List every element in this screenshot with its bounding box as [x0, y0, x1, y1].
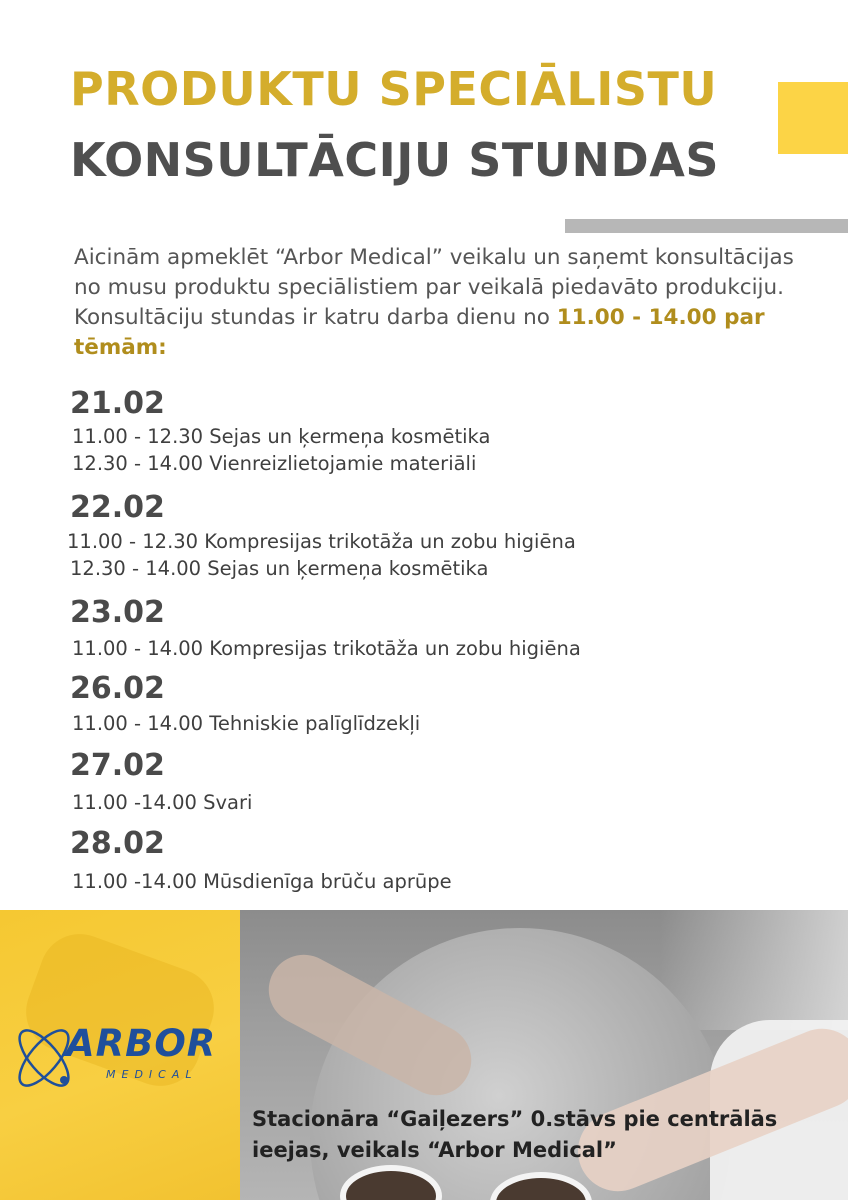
time-slot: 11.00 -14.00 Svari: [72, 791, 253, 814]
logo-subtitle: MEDICAL: [106, 1068, 198, 1081]
intro-highlight: 11.00 - 14.00 par tēmām:: [74, 305, 765, 360]
date-heading: 28.02: [70, 826, 165, 861]
logo-name: ARBOR: [66, 1022, 217, 1065]
intro-text: Aicinām apmeklēt “Arbor Medical” veikalu un saņemt konsultācijas no musu produktu speciālistiem par veikalā piedavāto produkciju. Konsultāciju stundas ir katru darba dienu no: [74, 245, 794, 330]
time-slot: 12.30 - 14.00 Sejas un ķermeņa kosmētika: [70, 557, 489, 580]
date-heading: 22.02: [70, 490, 165, 525]
time-slot: 11.00 - 12.30 Sejas un ķermeņa kosmētika: [72, 425, 491, 448]
time-slot: 11.00 - 12.30 Kompresijas trikotāža un zobu higiēna: [67, 530, 576, 553]
date-heading: 26.02: [70, 671, 165, 706]
title-line-1: PRODUKTU SPECIĀLISTU: [70, 62, 718, 116]
date-heading: 23.02: [70, 595, 165, 630]
date-heading: 21.02: [70, 386, 165, 421]
location-line-2: ieejas, veikals “Arbor Medical”: [252, 1138, 617, 1162]
date-heading: 27.02: [70, 748, 165, 783]
logo-orbit-icon: [14, 1018, 74, 1098]
time-slot: 12.30 - 14.00 Vienreizlietojamie materiāli: [72, 452, 477, 475]
location-text: [252, 1104, 842, 1166]
time-slot: 11.00 -14.00 Mūsdienīga brūču aprūpe: [72, 870, 452, 893]
decorative-yellow-square: [778, 82, 848, 154]
title-line-2: KONSULTĀCIJU STUNDAS: [70, 133, 719, 187]
time-slot: 11.00 - 14.00 Tehniskie palīglīdzekļi: [72, 712, 421, 735]
arbor-medical-logo: [14, 1018, 234, 1098]
decorative-gray-bar: [565, 219, 848, 233]
intro-paragraph: [74, 243, 794, 363]
location-line-1: Stacionāra “Gaiļezers” 0.stāvs pie centrālās: [252, 1107, 778, 1131]
time-slot: 11.00 - 14.00 Kompresijas trikotāža un zobu higiēna: [72, 637, 581, 660]
